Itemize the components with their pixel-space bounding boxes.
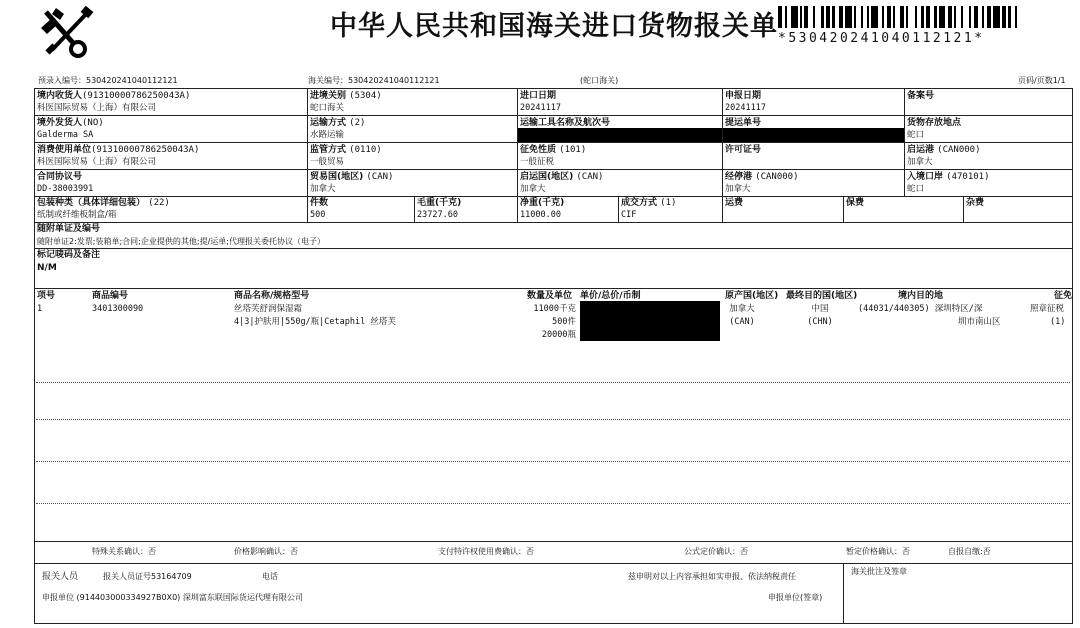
transport-label: 运输方式 (2) [310, 118, 366, 128]
transit-port-value: 加拿大 [725, 184, 751, 194]
deal-label: 成交方式 (1) [621, 198, 677, 208]
freight-label: 运费 [725, 198, 744, 208]
item-dest: 中国 [811, 304, 829, 314]
record-no-label: 备案号 [907, 91, 935, 101]
import-date-label: 进口日期 [520, 91, 557, 101]
gross-weight-value: 23727.60 [417, 210, 458, 220]
transport-value: 水路运输 [310, 130, 345, 140]
pre-entry-number: 预录入编号：530420241040112121 [38, 76, 178, 85]
entry-customs-label: 进境关别 (5304) [310, 91, 382, 101]
transit-port-label: 经停港 (CAN000) [725, 172, 799, 182]
docs-value: 随附单证2:发票;装箱单;合同;企业提供的其他;提/运单;代理报关委托协议（电子） [37, 237, 325, 246]
levy-label: 征免性质 (101) [520, 145, 587, 155]
origin-country-value: 加拿大 [520, 184, 546, 194]
item-origin-code: (CAN) [729, 317, 755, 327]
storage-value: 蛇口 [907, 130, 925, 140]
pieces-label: 件数 [310, 198, 329, 208]
shipper-label: 境外发货人(NO) [37, 118, 104, 128]
contract-label: 合同协议号 [37, 172, 83, 182]
item-no-header: 项号 [37, 291, 56, 301]
item-dest-header: 最终目的国(地区) [786, 291, 858, 301]
insurance-label: 保费 [846, 198, 865, 208]
deal-value: CIF [621, 210, 637, 220]
import-date-value: 20241117 [520, 103, 561, 113]
price-impact-confirm: 价格影响确认：否 [234, 547, 298, 556]
marks-label: 标记唛码及备注 [37, 250, 101, 260]
item-price-header: 单价/总价/币制 [580, 291, 641, 301]
consignee-name: 科医国际贸易（上海）有限公司 [37, 103, 157, 113]
declaring-unit-sign: 申报单位(签章) [768, 593, 823, 602]
levy-value: 一般征税 [520, 157, 555, 167]
departure-port-label: 启运港 (CAN000) [907, 145, 981, 155]
item-spec: 4|3|护肤用|550g/瓶|Cetaphil 丝塔芙 [234, 317, 396, 327]
item-origin-header: 原产国(地区) [725, 291, 779, 301]
shipper-value: Galderma SA [37, 130, 94, 140]
package-label: 包装种类（具体详细包装） (22) [37, 198, 170, 208]
bill-label: 提运单号 [725, 118, 762, 128]
pieces-value: 500 [310, 210, 326, 220]
entry-customs-value: 蛇口海关 [310, 103, 345, 113]
customs-office: (蛇口海关) [580, 76, 619, 85]
item-code: 3401300090 [92, 304, 144, 314]
departure-port-value: 加拿大 [907, 157, 933, 167]
customs-number: 海关编号：530420241040112121 [308, 76, 440, 85]
item-code-header: 商品编号 [92, 291, 129, 301]
royalty-confirm: 支付特许权使用费确认：否 [438, 547, 534, 556]
redacted-price [580, 301, 720, 341]
consumer-name: 科医国际贸易（上海）有限公司 [37, 157, 157, 167]
item-qty-kg: 11000千克 [533, 304, 576, 314]
declare-date-value: 20241117 [725, 103, 766, 113]
declarant-label: 报关人员 [42, 572, 79, 582]
declaring-unit: 申报单位 (914403000334927B0X0) 深圳富东联国际货运代理有限公司 [42, 593, 303, 602]
consumer-label: 消费使用单位(91310000786250043A) [37, 145, 200, 155]
marks-value: N/M [37, 263, 57, 273]
declaration-statement: 兹申明对以上内容承担如实申报、依法纳税责任 [628, 572, 796, 581]
misc-fee-label: 杂费 [966, 198, 985, 208]
item-levy: 照章征税 [1030, 304, 1065, 314]
consignee-label: 境内收货人(91310000786250043A) [37, 91, 191, 101]
item-name-header: 商品名称/规格型号 [234, 291, 310, 301]
item-origin: 加拿大 [729, 304, 755, 314]
formula-price-confirm: 公式定价确认：否 [684, 547, 748, 556]
net-weight-label: 净重(千克) [520, 198, 565, 208]
trade-country-label: 贸易国(地区) (CAN) [310, 172, 394, 182]
redacted-bill [723, 128, 904, 142]
entry-port-value: 蛇口 [907, 184, 925, 194]
vessel-label: 运输工具名称及航次号 [520, 118, 611, 128]
item-domestic-cont: 圳市南山区 [958, 317, 1001, 327]
supervision-label: 监管方式 (0110) [310, 145, 382, 155]
provisional-price-confirm: 暂定价格确认：否 [846, 547, 910, 556]
item-qty-pieces: 500件 [552, 317, 576, 327]
customs-emblem-icon [38, 6, 98, 62]
item-qty-bottles: 20000瓶 [541, 330, 576, 340]
page-count: 页码/页数1/1 [1018, 76, 1066, 85]
redacted-vessel [518, 128, 722, 142]
supervision-value: 一般贸易 [310, 157, 345, 167]
license-label: 许可证号 [725, 145, 762, 155]
gross-weight-label: 毛重(千克) [417, 198, 462, 208]
special-relation-confirm: 特殊关系确认：否 [92, 547, 156, 556]
barcode-number: *530420241040112121* [778, 31, 985, 46]
entry-port-label: 入境口岸 (470101) [907, 172, 990, 182]
net-weight-value: 11000.00 [520, 210, 561, 220]
origin-country-label: 启运国(地区) (CAN) [520, 172, 604, 182]
declarant-cert: 报关人员证号53164709 [103, 572, 192, 581]
docs-label: 随附单证及编号 [37, 224, 101, 234]
self-pay-confirm: 自报自缴:否 [948, 547, 991, 556]
item-dest-code: (CHN) [807, 317, 833, 327]
document-title: 中华人民共和国海关进口货物报关单 [330, 11, 778, 42]
item-domestic: (44031/440305) 深圳特区/深 [858, 304, 983, 314]
item-qty-header: 数量及单位 [527, 291, 573, 301]
item-domestic-header: 境内目的地 [898, 291, 944, 301]
trade-country-value: 加拿大 [310, 184, 336, 194]
phone-label: 电话 [262, 572, 278, 581]
item-levy-code: (1) [1050, 317, 1066, 327]
declare-date-label: 申报日期 [725, 91, 762, 101]
item-name: 丝塔芙舒润保湿霜 [234, 304, 303, 314]
item-no: 1 [37, 304, 43, 314]
barcode [778, 6, 1022, 28]
storage-label: 货物存放地点 [907, 118, 962, 128]
item-levy-header: 征免 [1054, 291, 1073, 301]
package-value: 纸制或纤维板制盒/箱 [37, 210, 117, 220]
contract-value: DD-38003991 [37, 184, 94, 194]
customs-approval-label: 海关批注及签章 [851, 567, 907, 576]
